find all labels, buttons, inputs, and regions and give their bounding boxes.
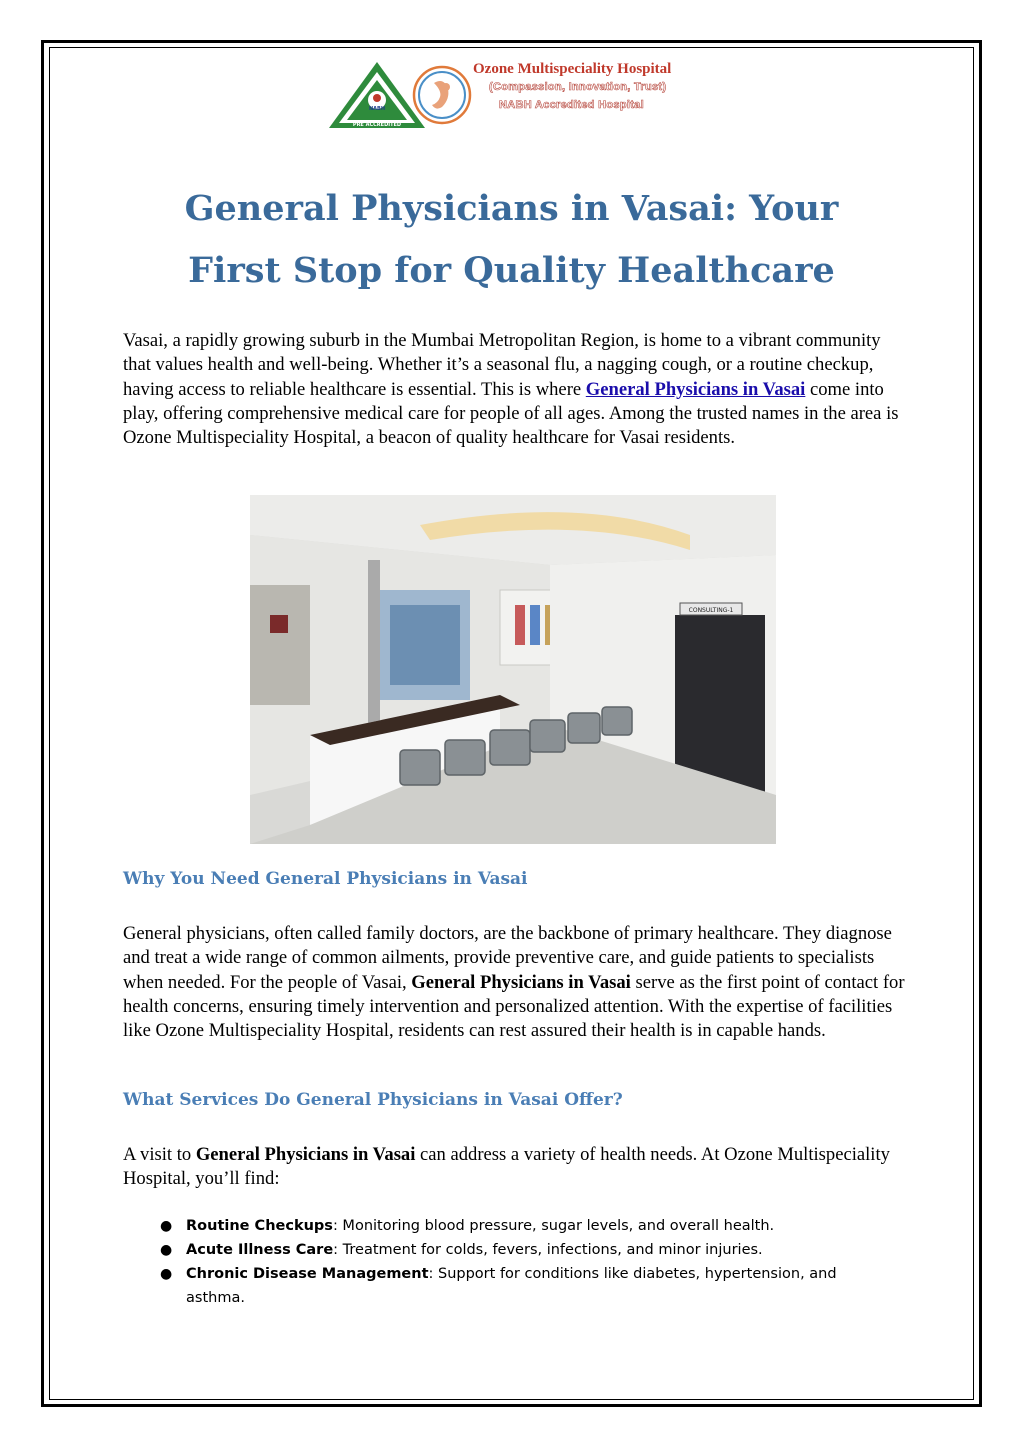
section-heading-why: Why You Need General Physicians in Vasai (123, 869, 528, 889)
service-term: Acute Illness Care (186, 1242, 334, 1258)
why-bold-text: General Physicians in Vasai (411, 971, 631, 993)
service-desc: : Support for conditions like diabetes, hypertension, and asthma. (186, 1266, 837, 1306)
hospital-tagline: (Compassion, Innovation, Trust) (489, 81, 667, 93)
bullet-icon: ● (160, 1266, 173, 1282)
list-item (160, 1214, 880, 1238)
title-line-1: General Physicians in Vasai: Your (184, 188, 839, 229)
section-why-paragraph (123, 922, 908, 1043)
why-text-2: serve as the first point of contact for health concerns, ensuring timely intervention and personalized attention. With the expertise of facilities like Ozone Multispeciality Hospital, residents can rest assured their health is in capable hands. (123, 971, 905, 1042)
intro-text-1: Vasai, a rapidly growing suburb in the Mumbai Metropolitan Region, is home to a vibrant community that values health and well-being. Whether it’s a seasonal flu, a nagging cough, or a routine checkup, having access to reliable healthcare is essential. This is where (123, 330, 881, 400)
hospital-name: Ozone Multispeciality Hospital (473, 61, 672, 77)
title-line-2: First Stop for Quality Healthcare (188, 250, 835, 291)
nabh-bottom-text: PRE ACCREDITED (352, 122, 402, 128)
hospital-logo-icon (412, 65, 472, 125)
why-text-1: General physicians, often called family doctors, are the backbone of primary healthcare. They diagnose and treat a wide range of common ailments, provide preventive care, and guide patients to specialists when needed. For the people of Vasai, (123, 923, 892, 993)
list-item (160, 1262, 880, 1310)
list-item (160, 1238, 880, 1262)
services-text-2: can address a variety of health needs. At Ozone Multispeciality Hospital, you’ll find: (123, 1144, 890, 1190)
section-services-paragraph (123, 1143, 908, 1192)
waiting-area-photo (250, 495, 776, 844)
service-term: Routine Checkups (186, 1218, 333, 1234)
nabh-center-text: NABH (368, 106, 386, 112)
services-list (160, 1214, 880, 1310)
page-title (100, 178, 923, 302)
service-term: Chronic Disease Management (186, 1266, 429, 1282)
section-heading-services: What Services Do General Physicians in Vasai Offer? (123, 1090, 623, 1110)
hospital-accreditation: NABH Accredited Hospital (499, 99, 644, 111)
bullet-icon: ● (160, 1218, 173, 1234)
bullet-icon: ● (160, 1242, 173, 1258)
general-physicians-link[interactable]: General Physicians in Vasai (585, 378, 806, 400)
hospital-header (327, 60, 707, 132)
services-bold-text: General Physicians in Vasai (195, 1144, 416, 1165)
door-sign: CONSULTING-1 (688, 607, 734, 614)
services-text-1: A visit to (123, 1144, 196, 1165)
intro-text-2: come into play, offering comprehensive medical care for people of all ages. Among the trusted names in the area is Ozone Multispeciality Hospital, a beacon of quality healthcare for Vasai residents. (123, 378, 899, 449)
service-desc: : Monitoring blood pressure, sugar levels, and overall health. (332, 1218, 775, 1234)
service-desc: : Treatment for colds, fevers, infections, and minor injuries. (333, 1242, 763, 1258)
intro-paragraph (123, 329, 908, 450)
